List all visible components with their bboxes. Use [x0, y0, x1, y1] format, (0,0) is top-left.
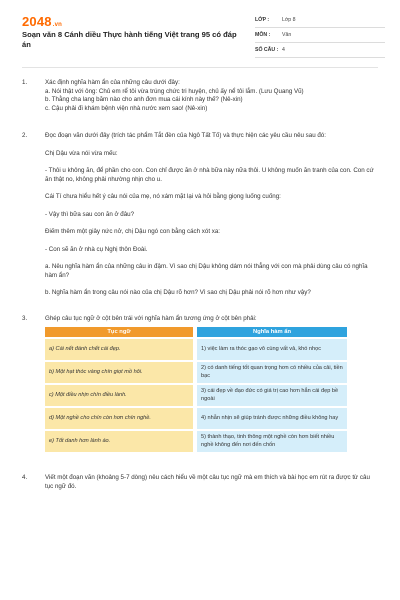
- matching-table: [41, 325, 351, 454]
- question-text: Viết một đoạn văn (khoảng 5-7 dòng) nêu cách hiểu về một câu tục ngữ mà em thích và bài học em rút ra được từ câu tục ngữ đó.: [45, 474, 370, 490]
- meaning-cell: 3) cái đẹp về đạo đức có giá trị cao hơn hẳn cái đẹp bề ngoài: [197, 385, 347, 406]
- question-1: [22, 79, 378, 113]
- proverb-cell: b) Một hạt thóc vàng chín giọt mồ hôi.: [45, 362, 193, 383]
- meta-row-subject: [255, 28, 385, 43]
- passage-line: - Con sẽ ăn ở nhà cụ Nghị thôn Đoài.: [45, 245, 148, 253]
- meta-row-count: [255, 43, 385, 58]
- question-number: 1.: [22, 79, 28, 86]
- question-3: [22, 315, 378, 455]
- meta-value: 4: [282, 47, 285, 53]
- proverb-cell: c) Một điều nhịn chín điều lành.: [45, 385, 193, 406]
- header-divider: [22, 67, 378, 68]
- question-item: c. Cậu phải đi khám bệnh viện nhà nước xem sao! (Nê-xin): [45, 104, 208, 112]
- column-header-proverb: Tục ngữ: [45, 327, 193, 337]
- questions-content: [22, 79, 378, 491]
- table-row: [45, 362, 347, 383]
- question-item: b. Nghĩa hàm ẩn trong câu nói nào của chị Dậu rõ hơn? Vì sao chị Dậu phải nói rõ hơn như vậy?: [45, 289, 311, 296]
- passage-line: - Vậy thì bữa sau con ăn ở đâu?: [45, 210, 135, 218]
- meta-info-box: [255, 13, 385, 58]
- question-item: a. Nêu nghĩa hàm ẩn của những câu in đậm. Vì sao chị Dậu không dám nói thẳng với con mà phải dùng câu có nghĩa hàm ẩn?: [45, 263, 368, 279]
- proverb-cell: a) Cái nết đánh chết cái đẹp.: [45, 339, 193, 360]
- column-header-meaning: Nghĩa hàm ẩn: [197, 327, 347, 337]
- table-row: [45, 408, 347, 429]
- question-2: [22, 132, 378, 298]
- meta-row-class: [255, 13, 385, 28]
- meta-label: LỚP :: [255, 17, 270, 23]
- meta-label: SỐ CÂU :: [255, 47, 279, 53]
- passage-line: Chị Dậu vừa nói vừa mếu:: [45, 149, 118, 157]
- question-item: a. Nói thật với ông: Chủ em rể tôi vừa trúng chức tri huyện, chủ ấy nể tôi lắm. (Lưu Quang Vũ): [45, 87, 304, 95]
- site-logo[interactable]: 2048.vn: [22, 14, 63, 29]
- table-row: [45, 431, 347, 452]
- passage-line: Điếm thêm một giây nức nở, chị Dậu ngó con bằng cách xót xa:: [45, 228, 221, 235]
- question-text: Xác định nghĩa hàm ẩn của những câu dưới đây:: [45, 79, 180, 86]
- question-4: [22, 474, 378, 491]
- question-number: 3.: [22, 314, 28, 322]
- meaning-cell: 4) nhẫn nhịn sẽ giúp tránh được những điều không hay: [197, 408, 347, 429]
- meta-value: Văn: [282, 32, 292, 38]
- table-row: [45, 339, 347, 360]
- proverb-cell: e) Tốt danh hơn lành áo.: [45, 431, 193, 452]
- meaning-cell: 2) có danh tiếng tốt quan trọng hơn có nhiều của cải, tiền bạc: [197, 362, 347, 383]
- meta-value: Lớp 8: [282, 17, 296, 23]
- question-text: Ghép câu tục ngữ ở cột bên trái với nghĩa hàm ẩn tương ứng ở cột bên phải:: [45, 314, 257, 322]
- question-item: b. Thằng cha lang băm nào cho anh đơn mua cái kính này thế? (Nê-xin): [45, 96, 243, 103]
- passage-line: - Thôi u không ăn, để phần cho con. Con chỉ được ăn ở nhà bữa này nữa thôi. U không muốn ăn tranh của con. Con cứ ăn thật no, không phải nhường nhịn cho u.: [45, 167, 374, 183]
- question-number: 4.: [22, 474, 28, 481]
- proverb-cell: d) Một nghề cho chín còn hơn chín nghề.: [45, 408, 193, 429]
- passage-line: Cái Tí chưa hiểu hết ý câu nói của mẹ, nó xám mặt lại và hỏi bằng giọng luống cuống:: [45, 193, 281, 200]
- meaning-cell: 5) thành thạo, tinh thông một nghề còn hơn biết nhiều nghề không đến nơi đến chốn: [197, 431, 347, 452]
- table-header-row: [45, 327, 347, 337]
- meaning-cell: 1) việc làm ra thóc gạo vô cùng vất vả, khó nhọc: [197, 339, 347, 360]
- question-number: 2.: [22, 132, 28, 139]
- page-header: [0, 0, 400, 62]
- meta-label: MÔN :: [255, 32, 271, 38]
- question-text: Đọc đoạn văn dưới đây (trích tác phẩm Tắt đèn của Ngô Tất Tố) và thực hiện các yêu cầu nêu sau đó:: [45, 132, 326, 139]
- page-title: Soạn văn 8 Cánh diều Thực hành tiếng Việt trang 95 có đáp án: [22, 30, 237, 49]
- table-row: [45, 385, 347, 406]
